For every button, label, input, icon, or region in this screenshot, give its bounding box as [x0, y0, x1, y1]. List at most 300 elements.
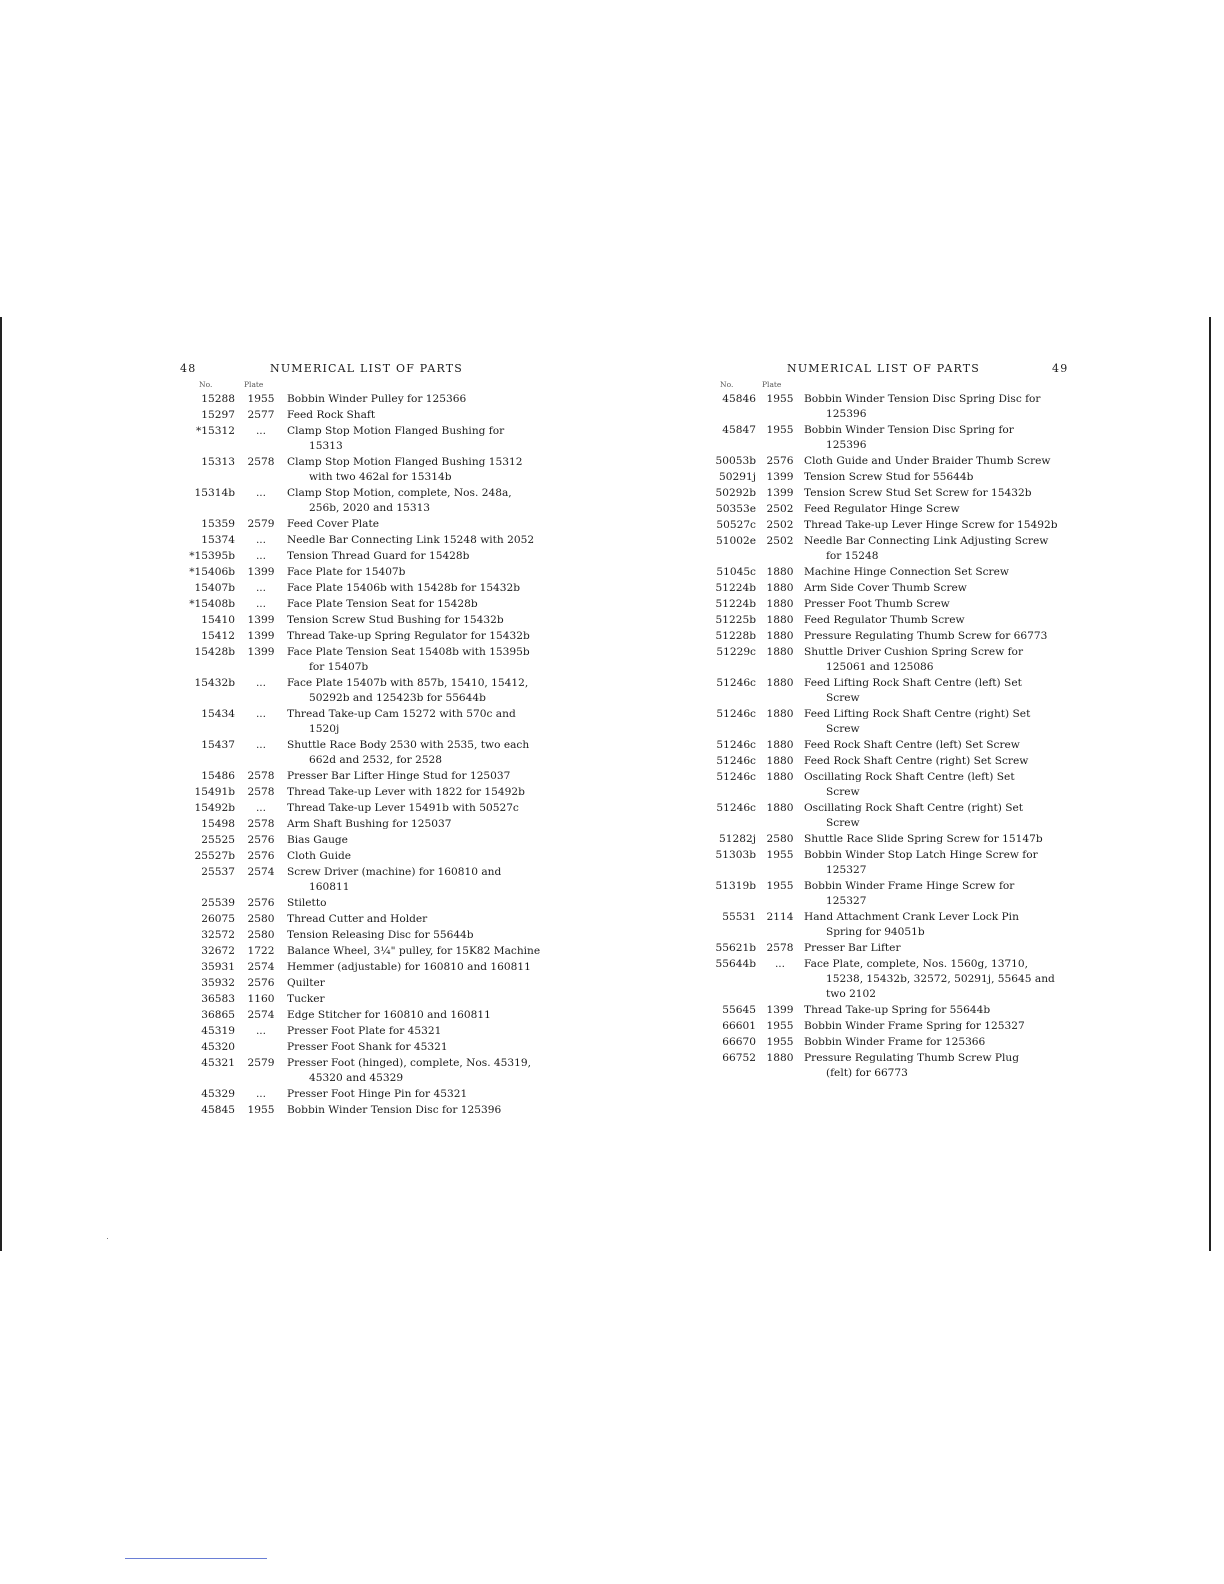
list-item: [702, 597, 1072, 612]
description-text: Shuttle Race Body 2530 with 2535, two each: [287, 739, 530, 751]
plate-number: ...: [255, 802, 267, 814]
part-number: 51224b: [715, 598, 756, 610]
list-item: [180, 645, 550, 675]
description-text: Face Plate Tension Seat 15408b with 15395b: [287, 646, 530, 658]
part-number: 15498: [201, 818, 235, 830]
part-number: *15408b: [189, 598, 235, 610]
part-description: [804, 629, 1072, 644]
description-continuation: 125327: [826, 864, 867, 876]
description-text: Presser Foot Plate for 45321: [287, 1025, 442, 1037]
list-item: [702, 1019, 1072, 1034]
list-item: [180, 392, 550, 407]
part-number: 45846: [722, 393, 756, 405]
list-item: [180, 455, 550, 485]
part-description: [804, 941, 1072, 956]
part-number: 51002e: [716, 535, 756, 547]
description-text: Clamp Stop Motion Flanged Bushing for: [287, 425, 505, 437]
description-text: Presser Bar Lifter Hinge Stud for 125037: [287, 770, 511, 782]
plate-number: 2574: [247, 961, 275, 973]
description-text: Bobbin Winder Tension Disc Spring Disc for: [804, 393, 1041, 405]
list-item: [180, 817, 550, 832]
description-text: Presser Foot Hinge Pin for 45321: [287, 1088, 468, 1100]
description-continuation: Screw: [826, 817, 860, 829]
list-item: [702, 392, 1072, 422]
description-text: Cloth Guide and Under Braider Thumb Screw: [804, 455, 1051, 467]
scan-edge-left: [0, 317, 2, 1251]
plate-number: 2580: [247, 913, 275, 925]
part-description: [287, 1056, 549, 1086]
description-text: Shuttle Race Slide Spring Screw for 15147b: [804, 833, 1043, 845]
part-number: 51246c: [716, 708, 756, 720]
list-item: [702, 848, 1072, 878]
description-text: Thread Take-up Cam 15272 with 570c and: [287, 708, 516, 720]
plate-number: 1399: [247, 614, 275, 626]
list-item: [702, 754, 1072, 769]
list-item: [180, 676, 550, 706]
parts-list: [180, 392, 550, 1118]
part-description: [804, 832, 1072, 847]
part-description: [804, 597, 1072, 612]
description-continuation: for 15407b: [309, 661, 369, 673]
part-number: 51246c: [716, 677, 756, 689]
description-text: Face Plate for 15407b: [287, 566, 406, 578]
description-text: Hemmer (adjustable) for 160810 and 160811: [287, 961, 531, 973]
list-item: [702, 957, 1072, 1002]
part-number: 32672: [201, 945, 235, 957]
part-number: 15407b: [194, 582, 235, 594]
plate-number: ...: [255, 534, 267, 546]
list-item: [180, 738, 550, 768]
part-description: [287, 912, 549, 927]
description-text: Needle Bar Connecting Link Adjusting Screw: [804, 535, 1049, 547]
plate-number: 1880: [766, 677, 794, 689]
page-number: 49: [1052, 362, 1069, 375]
part-description: [804, 801, 1072, 831]
description-text: Bobbin Winder Tension Disc Spring for: [804, 424, 1014, 436]
part-description: [804, 565, 1072, 580]
list-item: [180, 785, 550, 800]
part-description: [287, 565, 549, 580]
description-continuation: 160811: [309, 881, 350, 893]
description-text: Screw Driver (machine) for 160810 and: [287, 866, 502, 878]
part-description: [287, 896, 549, 911]
part-number: 66601: [722, 1020, 756, 1032]
part-number: 36865: [201, 1009, 235, 1021]
description-continuation: 125396: [826, 408, 867, 420]
col-no-header: No.: [199, 380, 213, 389]
list-item: [180, 896, 550, 911]
list-item: [702, 801, 1072, 831]
description-text: Presser Foot Thumb Screw: [804, 598, 950, 610]
description-text: Tension Thread Guard for 15428b: [287, 550, 470, 562]
part-number: 55531: [722, 911, 756, 923]
part-description: [287, 769, 549, 784]
plate-number: 2574: [247, 866, 275, 878]
part-number: 51246c: [716, 755, 756, 767]
description-continuation: 15238, 15432b, 32572, 50291j, 55645 and two 2102: [826, 973, 1055, 1000]
part-description: [287, 976, 549, 991]
plate-number: 1880: [766, 771, 794, 783]
plate-number: 1399: [247, 566, 275, 578]
description-text: Bobbin Winder Frame Hinge Screw for: [804, 880, 1015, 892]
part-number: 45845: [201, 1104, 235, 1116]
list-item: [702, 1003, 1072, 1018]
list-item: [180, 960, 550, 975]
list-item: [702, 613, 1072, 628]
part-description: [804, 534, 1072, 564]
plate-number: 1880: [766, 802, 794, 814]
part-description: [287, 581, 549, 596]
plate-number: 2579: [247, 1057, 275, 1069]
description-text: Bobbin Winder Frame Spring for 125327: [804, 1020, 1025, 1032]
plate-number: 2578: [247, 818, 275, 830]
part-description: [287, 707, 549, 737]
col-plate-header: Plate: [244, 380, 264, 389]
part-number: 32572: [201, 929, 235, 941]
plate-number: 2502: [766, 535, 794, 547]
part-description: [804, 518, 1072, 533]
part-description: [287, 992, 549, 1007]
part-number: 66752: [722, 1052, 756, 1064]
part-description: [287, 801, 549, 816]
list-item: [180, 707, 550, 737]
description-text: Hand Attachment Crank Lever Lock Pin: [804, 911, 1019, 923]
description-text: Feed Lifting Rock Shaft Centre (left) Set: [804, 677, 1022, 689]
part-description: [804, 470, 1072, 485]
part-description: [804, 454, 1072, 469]
part-number: 50291j: [719, 471, 756, 483]
part-description: [287, 944, 549, 959]
part-number: 25525: [201, 834, 235, 846]
plate-number: 1160: [247, 993, 275, 1005]
part-number: *15406b: [189, 566, 235, 578]
plate-number: 1880: [766, 566, 794, 578]
right-page: [702, 360, 1072, 1082]
list-item: [180, 408, 550, 423]
description-text: Clamp Stop Motion, complete, Nos. 248a,: [287, 487, 512, 499]
part-description: [804, 770, 1072, 800]
part-description: [287, 408, 549, 423]
plate-number: 2576: [247, 977, 275, 989]
list-item: [702, 470, 1072, 485]
description-text: Face Plate Tension Seat for 15428b: [287, 598, 478, 610]
page-header: [702, 360, 1072, 380]
plate-number: 2576: [247, 897, 275, 909]
plate-number: 1955: [247, 1104, 275, 1116]
description-continuation: Screw: [826, 786, 860, 798]
list-item: [180, 1024, 550, 1039]
plate-number: 1955: [766, 880, 794, 892]
list-item: [702, 707, 1072, 737]
page-header: [180, 360, 550, 380]
part-number: 51045c: [716, 566, 756, 578]
description-continuation: Spring for 94051b: [826, 926, 925, 938]
page-title: NUMERICAL LIST OF PARTS: [270, 362, 464, 375]
part-description: [287, 738, 549, 768]
description-continuation: with two 462al for 15314b: [309, 471, 452, 483]
part-number: 26075: [201, 913, 235, 925]
part-description: [287, 517, 549, 532]
list-item: [180, 769, 550, 784]
part-description: [804, 754, 1072, 769]
plate-number: 2574: [247, 1009, 275, 1021]
list-item: [180, 517, 550, 532]
list-item: [702, 941, 1072, 956]
part-number: 35931: [201, 961, 235, 973]
part-number: 15288: [201, 393, 235, 405]
part-description: [804, 707, 1072, 737]
description-text: Feed Lifting Rock Shaft Centre (right) Set: [804, 708, 1031, 720]
col-plate-header: Plate: [762, 380, 782, 389]
list-item: [702, 518, 1072, 533]
list-item: [702, 770, 1072, 800]
list-item: [180, 597, 550, 612]
part-description: [287, 676, 549, 706]
part-description: [287, 833, 549, 848]
description-continuation: 125396: [826, 439, 867, 451]
description-text: Feed Regulator Hinge Screw: [804, 503, 960, 515]
part-number: 15313: [201, 456, 235, 468]
list-item: [180, 944, 550, 959]
plate-number: 2114: [766, 911, 794, 923]
list-item: [702, 454, 1072, 469]
list-item: [180, 549, 550, 564]
description-text: Thread Take-up Spring Regulator for 15432b: [287, 630, 530, 642]
plate-number: ...: [774, 958, 786, 970]
description-text: Machine Hinge Connection Set Screw: [804, 566, 1009, 578]
description-continuation: for 15248: [826, 550, 879, 562]
column-headers: [702, 380, 1072, 392]
list-item: [180, 976, 550, 991]
description-continuation: 125327: [826, 895, 867, 907]
list-item: [180, 581, 550, 596]
description-continuation: 50292b and 125423b for 55644b: [309, 692, 486, 704]
column-headers: [180, 380, 550, 392]
plate-number: 2577: [247, 409, 275, 421]
description-text: Balance Wheel, 3¼" pulley, for 15K82 Machine: [287, 945, 541, 957]
list-item: [702, 879, 1072, 909]
part-number: 25539: [201, 897, 235, 909]
list-item: [180, 912, 550, 927]
plate-number: 2576: [247, 834, 275, 846]
part-number: 45321: [201, 1057, 235, 1069]
part-number: 50527c: [716, 519, 756, 531]
plate-number: 2576: [247, 850, 275, 862]
part-number: 55621b: [715, 942, 756, 954]
part-description: [287, 629, 549, 644]
part-description: [804, 848, 1072, 878]
part-number: 25527b: [194, 850, 235, 862]
plate-number: 1880: [766, 1052, 794, 1064]
plate-number: 2578: [766, 942, 794, 954]
list-item: [180, 565, 550, 580]
description-text: Cloth Guide: [287, 850, 352, 862]
list-item: [180, 533, 550, 548]
part-number: 55644b: [715, 958, 756, 970]
description-continuation: 125061 and 125086: [826, 661, 934, 673]
description-text: Thread Take-up Lever with 1822 for 15492b: [287, 786, 525, 798]
part-number: 15437: [201, 739, 235, 751]
part-number: 45320: [201, 1041, 235, 1053]
plate-number: 2502: [766, 503, 794, 515]
part-number: 51246c: [716, 802, 756, 814]
list-item: [180, 849, 550, 864]
description-text: Presser Bar Lifter: [804, 942, 901, 954]
list-item: [702, 423, 1072, 453]
plate-number: [235, 1040, 287, 1055]
part-description: [804, 1003, 1072, 1018]
description-text: Tension Screw Stud for 55644b: [804, 471, 974, 483]
part-description: [287, 928, 549, 943]
page-number: 48: [180, 362, 197, 375]
part-number: 25537: [201, 866, 235, 878]
description-text: Bobbin Winder Tension Disc for 125396: [287, 1104, 502, 1116]
description-text: Pressure Regulating Thumb Screw Plug: [804, 1052, 1020, 1064]
part-description: [804, 645, 1072, 675]
part-number: 50353e: [716, 503, 756, 515]
part-description: [804, 910, 1072, 940]
part-number: 51224b: [715, 582, 756, 594]
part-number: 55645: [722, 1004, 756, 1016]
part-description: [287, 785, 549, 800]
plate-number: 1955: [766, 393, 794, 405]
part-number: *15312: [196, 425, 235, 437]
part-number: 15492b: [194, 802, 235, 814]
part-description: [287, 865, 549, 895]
part-description: [287, 613, 549, 628]
plate-number: ...: [255, 425, 267, 437]
plate-number: ...: [255, 582, 267, 594]
part-number: 51228b: [715, 630, 756, 642]
plate-number: ...: [255, 598, 267, 610]
plate-number: ...: [255, 739, 267, 751]
plate-number: 1880: [766, 598, 794, 610]
part-number: 45319: [201, 1025, 235, 1037]
part-description: [287, 549, 549, 564]
plate-number: 2578: [247, 456, 275, 468]
list-item: [702, 565, 1072, 580]
plate-number: 1955: [766, 424, 794, 436]
list-item: [180, 1008, 550, 1023]
plate-number: 1722: [247, 945, 275, 957]
part-description: [804, 423, 1072, 453]
part-number: 45847: [722, 424, 756, 436]
part-number: *15395b: [189, 550, 235, 562]
part-description: [804, 502, 1072, 517]
description-text: Edge Stitcher for 160810 and 160811: [287, 1009, 491, 1021]
description-continuation: 45320 and 45329: [309, 1072, 404, 1084]
part-description: [804, 581, 1072, 596]
list-item: [180, 992, 550, 1007]
plate-number: ...: [255, 550, 267, 562]
plate-number: 2576: [766, 455, 794, 467]
part-description: [287, 849, 549, 864]
plate-number: ...: [255, 708, 267, 720]
list-item: [702, 581, 1072, 596]
description-text: Oscillating Rock Shaft Centre (right) Set: [804, 802, 1024, 814]
list-item: [702, 486, 1072, 501]
part-description: [287, 424, 549, 454]
part-number: 15428b: [194, 646, 235, 658]
plate-number: 1955: [766, 1020, 794, 1032]
description-text: Presser Foot (hinged), complete, Nos. 45319,: [287, 1057, 531, 1069]
plate-number: 2580: [247, 929, 275, 941]
part-number: 15297: [201, 409, 235, 421]
list-item: [180, 801, 550, 816]
part-description: [287, 1103, 549, 1118]
part-number: 51246c: [716, 739, 756, 751]
part-description: [287, 533, 549, 548]
scan-artifact-line: [125, 1558, 267, 1559]
plate-number: 1399: [766, 1004, 794, 1016]
description-text: Presser Foot Shank for 45321: [287, 1041, 448, 1053]
part-number: 51303b: [715, 849, 756, 861]
part-number: 15412: [201, 630, 235, 642]
scan-speck: [107, 1238, 108, 1239]
description-text: Thread Take-up Spring for 55644b: [804, 1004, 991, 1016]
list-item: [702, 676, 1072, 706]
part-description: [287, 455, 549, 485]
description-continuation: (felt) for 66773: [826, 1067, 908, 1079]
plate-number: 1955: [766, 849, 794, 861]
description-continuation: Screw: [826, 692, 860, 704]
description-text: Shuttle Driver Cushion Spring Screw for: [804, 646, 1024, 658]
list-item: [180, 629, 550, 644]
description-text: Thread Take-up Lever 15491b with 50527c: [287, 802, 519, 814]
plate-number: 1880: [766, 646, 794, 658]
plate-number: 2502: [766, 519, 794, 531]
part-description: [804, 738, 1072, 753]
list-item: [180, 928, 550, 943]
description-text: Needle Bar Connecting Link 15248 with 2052: [287, 534, 535, 546]
part-description: [804, 676, 1072, 706]
part-description: [287, 1008, 549, 1023]
description-text: Tension Screw Stud Set Screw for 15432b: [804, 487, 1032, 499]
part-number: 51282j: [719, 833, 756, 845]
part-description: [287, 645, 549, 675]
part-description: [287, 392, 549, 407]
list-item: [702, 534, 1072, 564]
part-number: 51225b: [715, 614, 756, 626]
list-item: [702, 1051, 1072, 1081]
plate-number: 2578: [247, 770, 275, 782]
plate-number: 1880: [766, 708, 794, 720]
list-item: [702, 502, 1072, 517]
list-item: [180, 486, 550, 516]
description-text: Feed Regulator Thumb Screw: [804, 614, 965, 626]
part-number: 15434: [201, 708, 235, 720]
part-description: [287, 1040, 549, 1055]
description-text: Bobbin Winder Frame for 125366: [804, 1036, 986, 1048]
list-item: [702, 910, 1072, 940]
part-description: [287, 486, 549, 516]
plate-number: ...: [255, 1025, 267, 1037]
part-description: [804, 879, 1072, 909]
description-text: Stiletto: [287, 897, 327, 909]
list-item: [180, 1040, 550, 1055]
plate-number: 1399: [247, 646, 275, 658]
description-text: Clamp Stop Motion Flanged Bushing 15312: [287, 456, 523, 468]
description-text: Arm Side Cover Thumb Screw: [804, 582, 967, 594]
part-number: 50292b: [715, 487, 756, 499]
part-number: 51229c: [716, 646, 756, 658]
list-item: [180, 1103, 550, 1118]
description-text: Feed Rock Shaft: [287, 409, 376, 421]
description-text: Tension Screw Stud Bushing for 15432b: [287, 614, 504, 626]
description-text: Bobbin Winder Pulley for 125366: [287, 393, 467, 405]
part-description: [287, 597, 549, 612]
part-description: [287, 1024, 549, 1039]
